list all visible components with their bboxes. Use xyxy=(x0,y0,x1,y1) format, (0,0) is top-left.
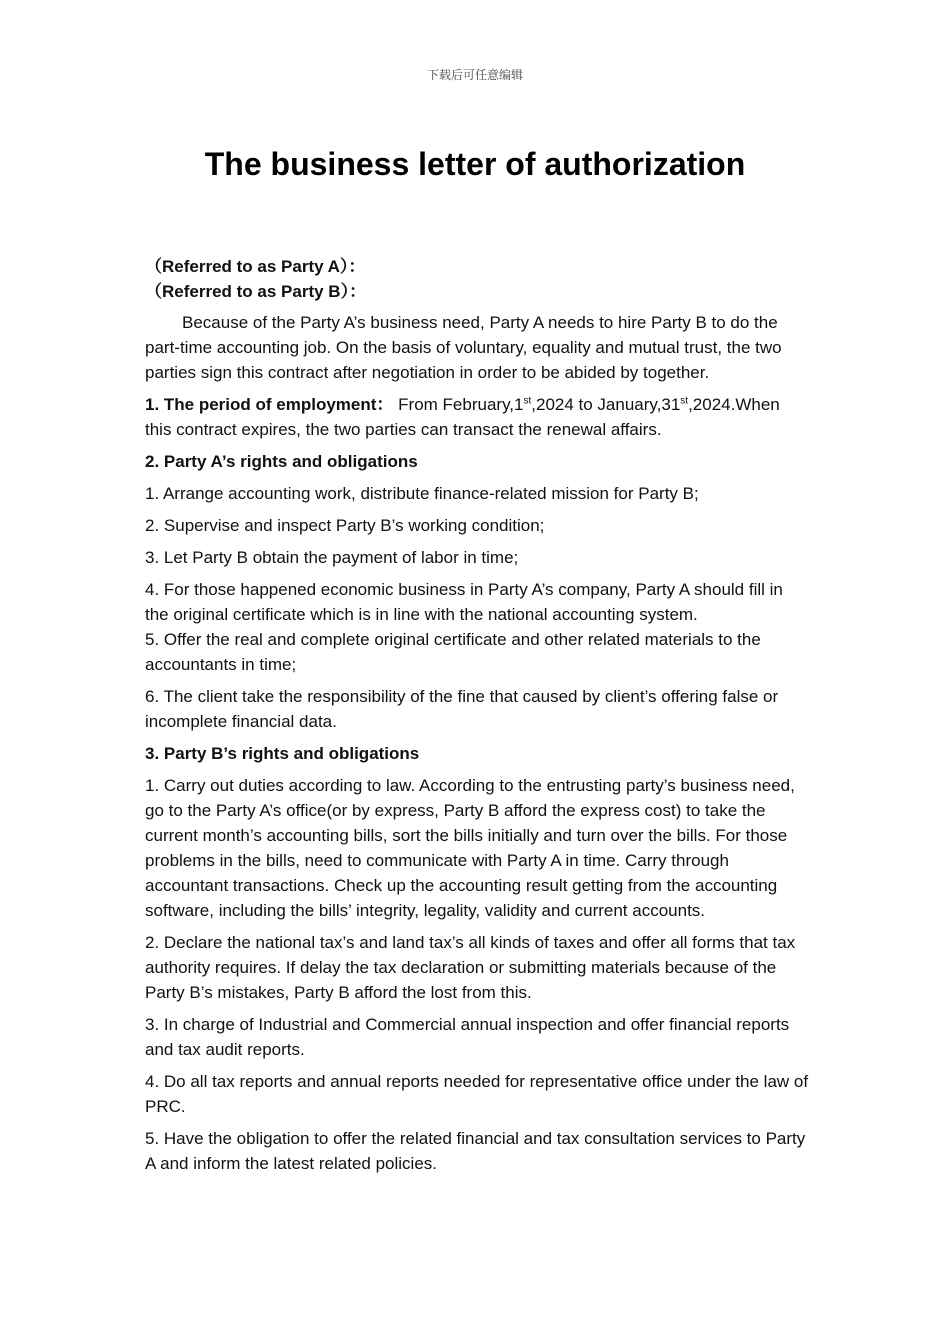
section-2-item: 2. Supervise and inspect Party B’s working condition; xyxy=(145,516,545,535)
header-note: 下载后可任意编辑 xyxy=(426,68,523,82)
section-1-text-b: ,2024 to January,31 xyxy=(531,395,681,414)
section-2-item: 5. Offer the real and complete original certificate and other related materials to the accountants in time; xyxy=(145,630,761,674)
section-3-item: 3. In charge of Industrial and Commercial annual inspection and offer financial reports and tax audit reports. xyxy=(145,1015,790,1059)
section-1-sup-b: st xyxy=(680,395,689,407)
section-3-item: 5. Have the obligation to offer the related financial and tax consultation services to Party A and inform the latest related policies. xyxy=(145,1129,806,1173)
document-title: The business letter of authorization xyxy=(204,146,746,182)
section-1-sup-a: st xyxy=(523,395,532,407)
section-1-paragraph xyxy=(145,392,810,442)
section-3-item: 4. Do all tax reports and annual reports needed for representative office under the law of PRC. xyxy=(145,1072,809,1116)
section-1-heading: 1. The period of employment： xyxy=(145,395,394,414)
section-1-text-a: From February,1 xyxy=(398,395,524,414)
section-3-heading: 3. Party B’s rights and obligations xyxy=(145,744,420,763)
section-2-item: 1. Arrange accounting work, distribute finance-related mission for Party B; xyxy=(145,484,699,503)
section-1-text-c: ,2024.When this contract expires, the two parties can transact the renewal affairs. xyxy=(145,395,780,439)
section-3-item: 2. Declare the national tax’s and land tax’s all kinds of taxes and offer all forms that tax authority requires. If delay the tax declaration or submitting materials because of the Party B’s mistakes, Party B afford the lost from this. xyxy=(145,933,796,1002)
intro-paragraph: Because of the Party A’s business need, Party A needs to hire Party B to do the part-time accounting job. On the basis of voluntary, equality and mutual trust, the two parties sign this contract after negotiation in order to be abided by together. xyxy=(145,313,782,382)
section-2-item: 4. For those happened economic business in Party A’s company, Party A should fill in the original certificate which is in line with the national accounting system. xyxy=(145,580,783,624)
document-body xyxy=(145,254,810,1183)
section-2-item: 3. Let Party B obtain the payment of labor in time; xyxy=(145,548,519,567)
section-2-item: 6. The client take the responsibility of the fine that caused by client’s offering false or incomplete financial data. xyxy=(145,687,779,731)
party-a-line: （Referred to as Party A）： xyxy=(145,257,366,276)
section-2-heading: 2. Party A’s rights and obligations xyxy=(145,452,418,471)
section-3-item: 1. Carry out duties according to law. According to the entrusting party’s business need, go to the Party A’s office(or by express, Party B afford the express cost) to take the current month’s accounting bills, sort the bills initially and turn over the bills. For those problems in the bills, need to communicate with Party A in time. Carry through accountant transactions. Check up the accounting result getting from the accounting software, including the bills’ integrity, legality, validity and current accounts. xyxy=(145,776,795,920)
party-b-line: （Referred to as Party B）： xyxy=(145,282,367,301)
